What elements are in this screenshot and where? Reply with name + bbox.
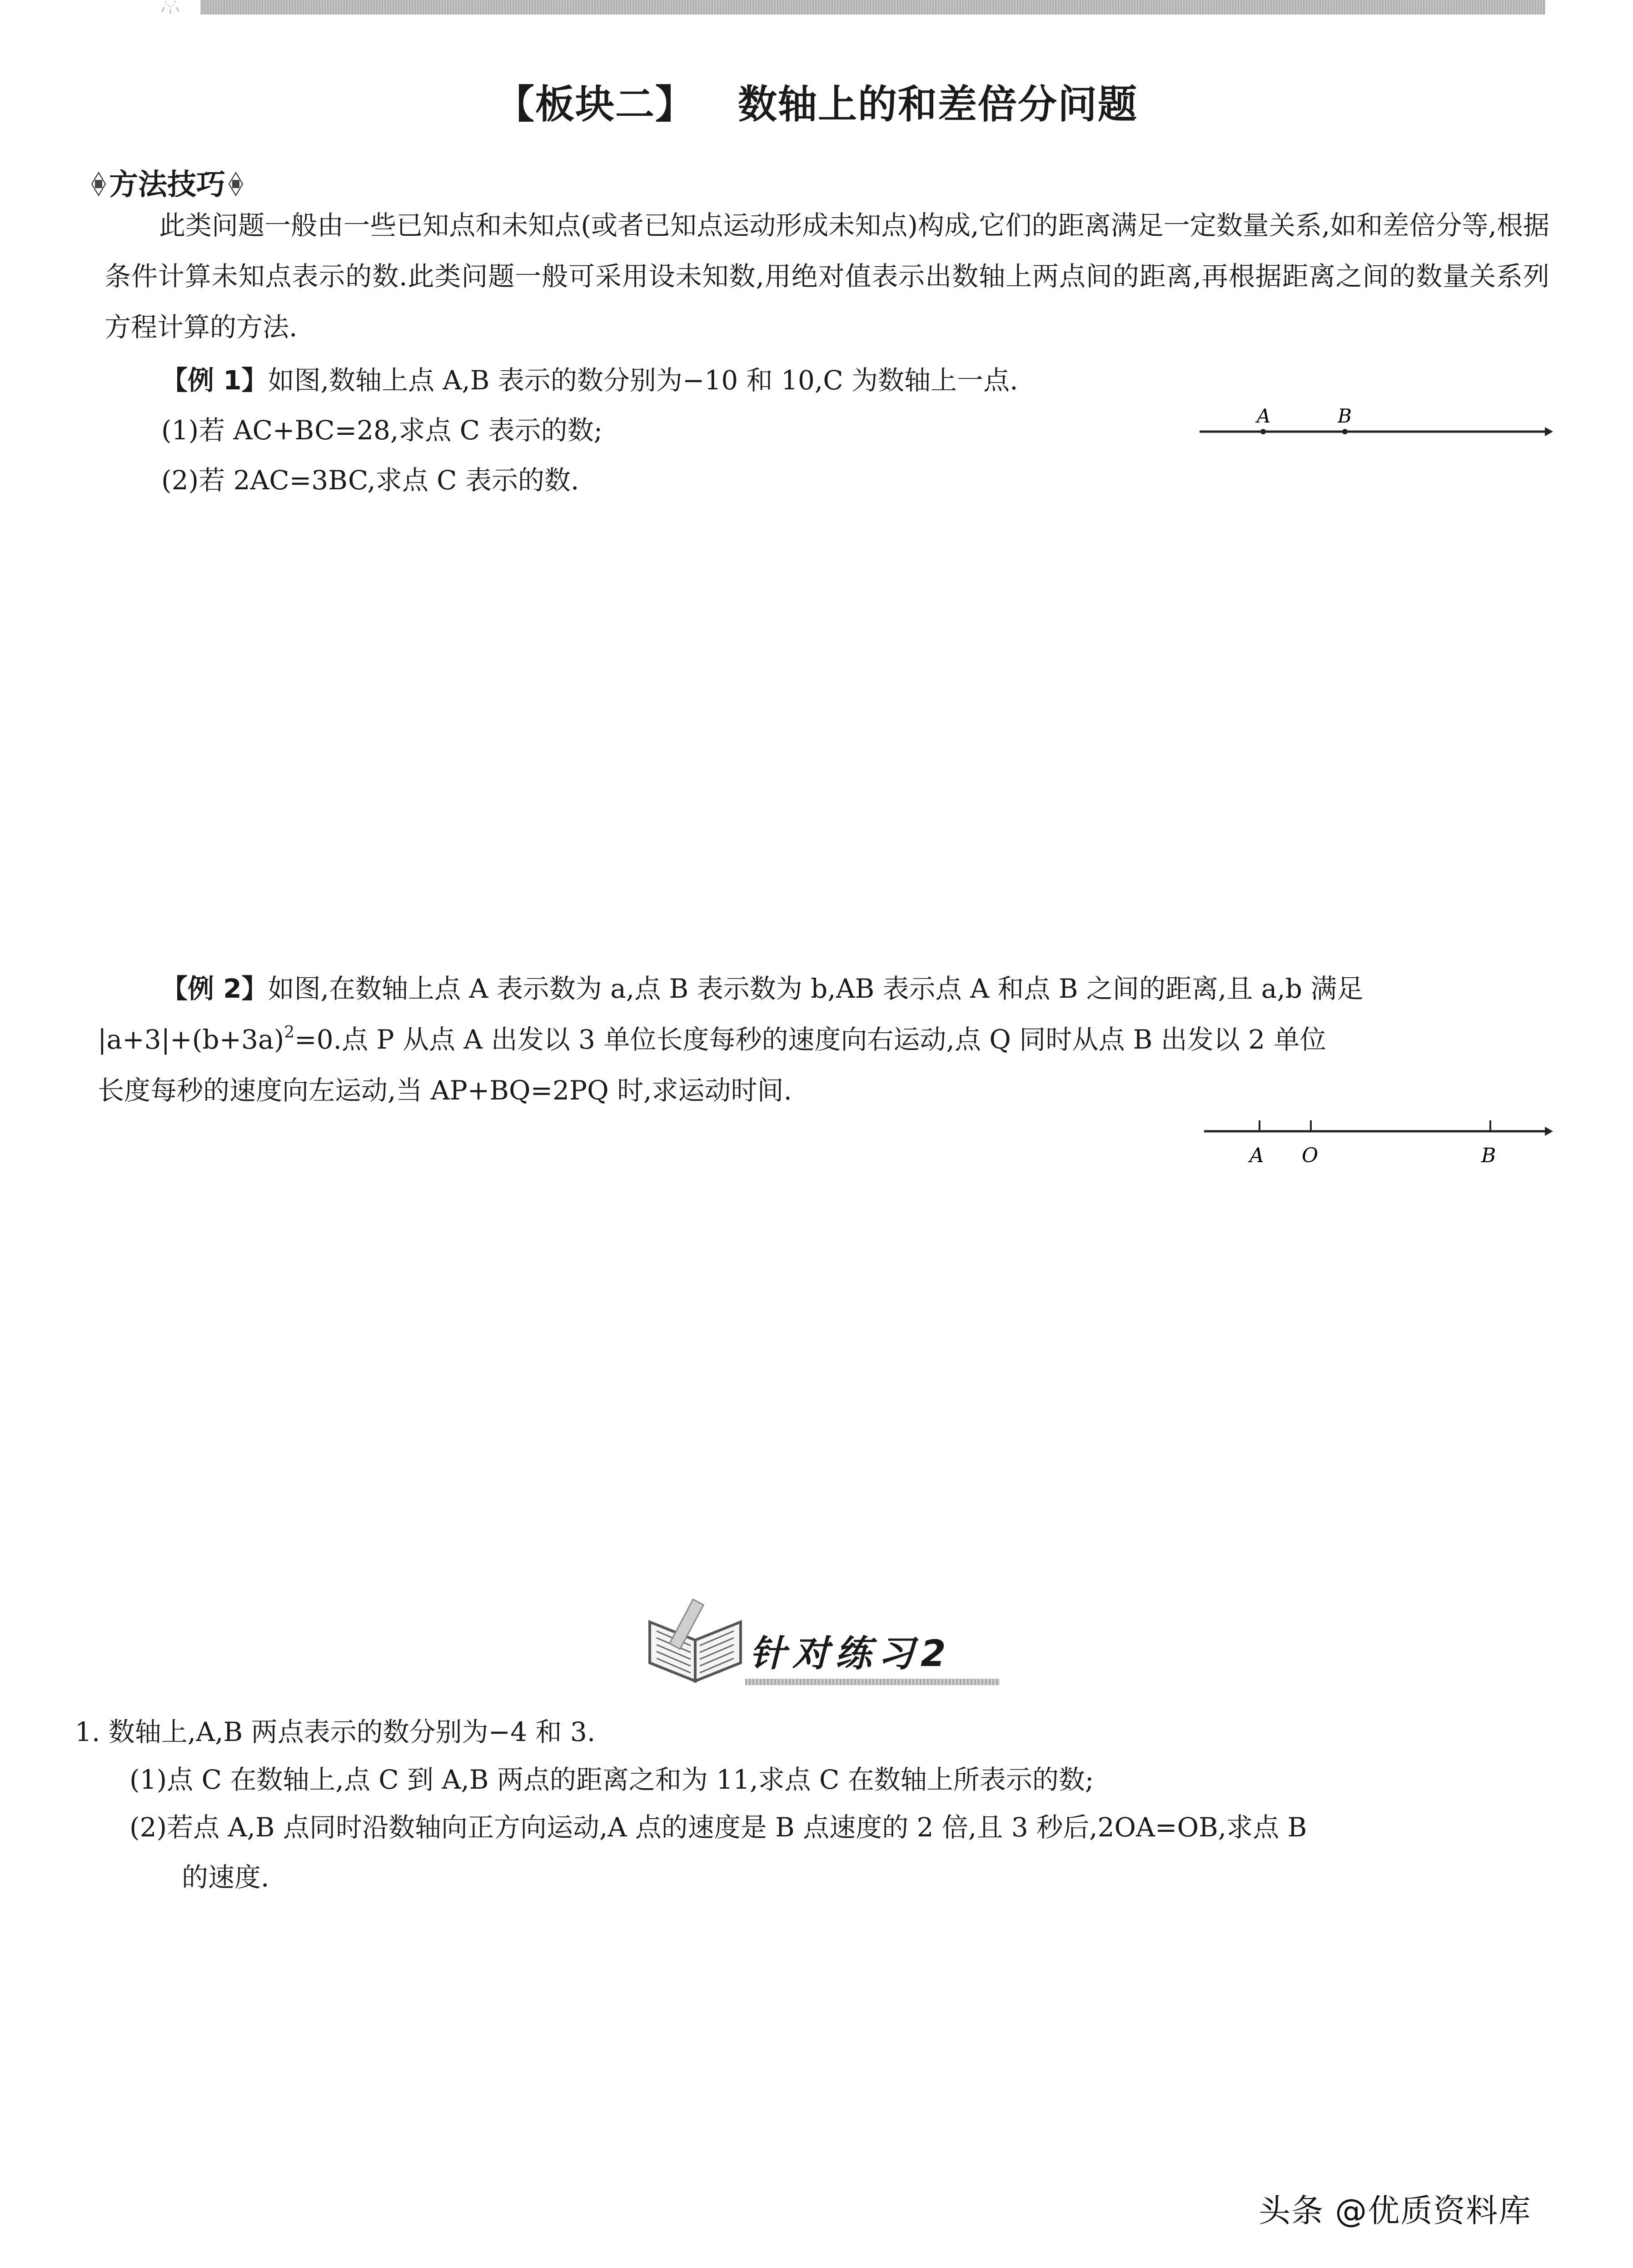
example1-question1: (1)若 AC+BC=28,求点 C 表示的数; — [161, 415, 603, 446]
header-band — [200, 0, 1545, 15]
example1-stem — [161, 359, 1018, 397]
practice-question1-text: 1. 数轴上,A,B 两点表示的数分别为−4 和 3. — [75, 1716, 596, 1747]
example1-label: 【例 1】 — [161, 365, 268, 396]
example2-line1: 如图,在数轴上点 A 表示数为 a,点 B 表示数为 b,AB 表示点 A 和点 B 之间的距离,且 a,b 满足 — [268, 973, 1364, 1004]
example2-line2-text: =0.点 P 从点 A 出发以 3 单位长度每秒的速度向右运动,点 Q 同时从点 B 出发以 2 单位 — [294, 1024, 1326, 1055]
example2 — [98, 963, 1543, 1116]
method-paragraph: 此类问题一般由一些已知点和未知点(或者已知点运动形成未知点)构成,它们的距离满足一定数量关系,如和差倍分等,根据条件计算未知点表示的数.此类问题一般可采用设未知数,用绝对值表示出数轴上两点间的距离,再根据距离之间的数量关系列方程计算的方法. — [105, 210, 1549, 343]
example2-label: 【例 2】 — [161, 973, 268, 1004]
title-bracket-open: 【 — [495, 82, 536, 127]
title-text: 数轴上的和差倍分问题 — [737, 82, 1138, 127]
example2-line3: 长度每秒的速度向左运动,当 AP+BQ=2PQ 时,求运动时间. — [98, 1075, 792, 1106]
practice-heading: 针对练习2 — [750, 1632, 952, 1675]
header-ornament — [157, 0, 184, 15]
diamond-bullet-icon — [228, 170, 244, 194]
point-label-b: B — [1481, 1144, 1496, 1167]
method-heading — [91, 161, 244, 203]
practice-question1-stem — [75, 1711, 595, 1749]
watermark: 头条 @优质资料库 — [1259, 2192, 1532, 2229]
equation-part: |a+3|+(b+3a) — [98, 1024, 284, 1055]
example1-number-line — [1190, 400, 1554, 450]
point-label-o: O — [1302, 1144, 1319, 1167]
example1-question2: (2)若 2AC=3BC,求点 C 表示的数. — [161, 465, 579, 496]
point-label-a: A — [1257, 405, 1271, 427]
point-label-b: B — [1338, 405, 1352, 427]
section-title — [0, 73, 1633, 129]
method-heading-text: 方法技巧 — [109, 168, 225, 202]
point-label-a: A — [1250, 1144, 1264, 1167]
example2-number-line — [1190, 1109, 1554, 1172]
diamond-bullet-icon — [91, 170, 106, 194]
practice-heading-underline — [745, 1679, 1000, 1685]
example2-line2 — [98, 1014, 1543, 1065]
practice-question1-part2-cont: 的速度. — [182, 1862, 269, 1893]
title-bracket-close: 】 — [655, 82, 696, 127]
title-tag: 板块二 — [535, 82, 656, 127]
example1-stem-text: 如图,数轴上点 A,B 表示的数分别为−10 和 10,C 为数轴上一点. — [268, 365, 1018, 396]
practice-question1-part1: (1)点 C 在数轴上,点 C 到 A,B 两点的距离之和为 11,求点 C 在数轴上所表示的数; — [129, 1764, 1094, 1795]
sun-ornament-icon — [157, 0, 184, 15]
practice-question1-part2: (2)若点 A,B 点同时沿数轴向正方向运动,A 点的速度是 B 点速度的 2 倍,且 3 秒后,2OA=OB,求点 B — [129, 1812, 1307, 1843]
exponent: 2 — [284, 1023, 295, 1042]
